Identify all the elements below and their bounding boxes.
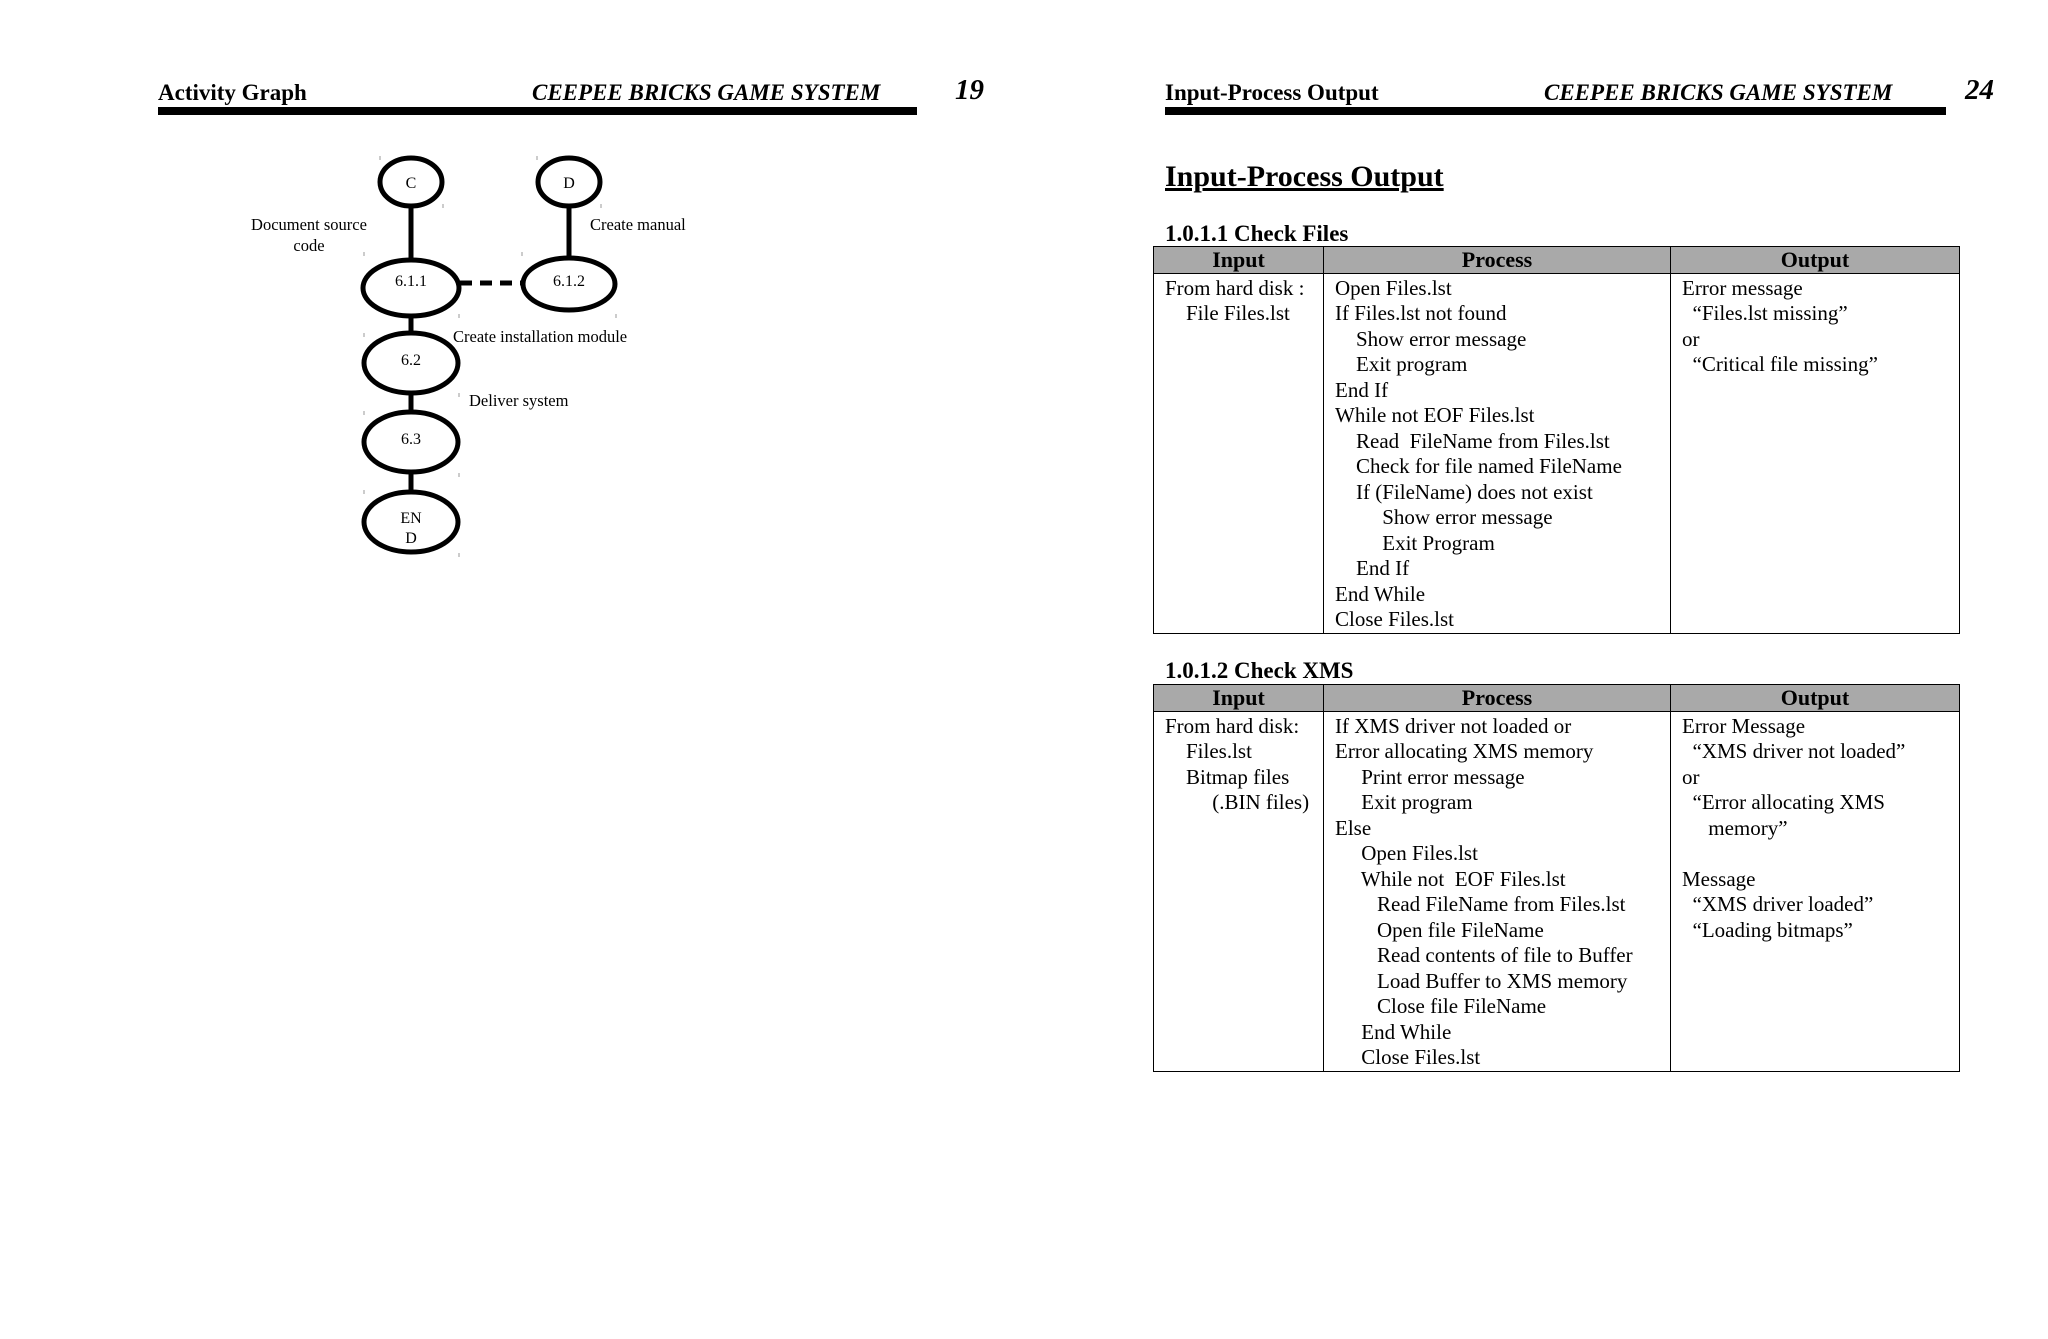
- input-cell: [1154, 273, 1324, 633]
- cell-line: “Files.lst missing”: [1682, 301, 1848, 325]
- cell-line: End While: [1335, 1019, 1452, 1044]
- node-end-label-line2: D: [405, 530, 417, 547]
- cell-line: Read FileName from Files.lst: [1335, 428, 1610, 453]
- column-header-output: Output: [1671, 685, 1960, 712]
- cell-line: Show error message: [1335, 326, 1527, 351]
- check-files-heading: 1.0.1.1 Check Files: [1165, 221, 1349, 246]
- left-header-title: CEEPEE BRICKS GAME SYSTEM: [532, 80, 881, 105]
- left-page-number: 19: [955, 74, 984, 106]
- cell-line: Error Message: [1682, 713, 1806, 738]
- output-cell: [1671, 273, 1960, 633]
- cell-line: End If: [1335, 556, 1410, 580]
- node-6-1-1-label: 6.1.1: [395, 273, 427, 290]
- cell-line: File Files.lst: [1165, 301, 1290, 325]
- column-header-input: Input: [1154, 247, 1324, 274]
- node-end-label-line1: EN: [400, 510, 422, 527]
- cell-line: [1682, 841, 1949, 867]
- node-6-1-2-label: 6.1.2: [553, 273, 585, 290]
- cell-line: If XMS driver not loaded or: [1335, 713, 1572, 738]
- label-create-installation: Create installation module: [453, 327, 628, 346]
- table-header-row: [1154, 247, 1960, 274]
- cell-line: Read contents of file to Buffer: [1335, 943, 1633, 967]
- cell-line: Error message: [1682, 275, 1803, 300]
- cell-line: Exit Program: [1335, 530, 1495, 555]
- table-row: [1154, 273, 1960, 633]
- node-c-label: C: [405, 175, 417, 192]
- cell-line: Open file FileName: [1335, 917, 1544, 942]
- input-cell: [1154, 711, 1324, 1071]
- activity-graph: [0, 0, 1024, 600]
- output-cell: [1671, 711, 1960, 1071]
- label-document-source-line2: code: [293, 236, 325, 255]
- right-header-section: Input-Process Output: [1165, 80, 1379, 105]
- process-cell: [1324, 711, 1671, 1071]
- cell-line: Files.lst: [1165, 739, 1252, 763]
- column-header-output: Output: [1671, 247, 1960, 274]
- cell-line: Check for file named FileName: [1335, 454, 1622, 478]
- cell-line: Read FileName from Files.lst: [1335, 892, 1626, 916]
- cell-line: “XMS driver not loaded”: [1682, 739, 1906, 763]
- column-header-process: Process: [1324, 685, 1671, 712]
- cell-line: End If: [1335, 377, 1389, 402]
- left-header-section: Activity Graph: [158, 80, 307, 105]
- cell-line: “Critical file missing”: [1682, 352, 1878, 376]
- cell-line: (.BIN files): [1165, 790, 1310, 814]
- cell-line: Close Files.lst: [1335, 607, 1455, 631]
- column-header-process: Process: [1324, 247, 1671, 274]
- cell-line: Bitmap files: [1165, 764, 1290, 789]
- cell-line: memory”: [1682, 815, 1788, 840]
- right-header-title: CEEPEE BRICKS GAME SYSTEM: [1544, 80, 1893, 105]
- right-page: [1024, 0, 2048, 1339]
- cell-line: Load Buffer to XMS memory: [1335, 968, 1628, 993]
- cell-line: Exit program: [1335, 352, 1468, 376]
- cell-line: End While: [1335, 581, 1426, 606]
- cell-line: Open Files.lst: [1335, 841, 1478, 865]
- process-cell: [1324, 273, 1671, 633]
- cell-line: or: [1682, 764, 1700, 789]
- check-files-table: [1153, 246, 1960, 634]
- node-d-label: D: [563, 175, 575, 192]
- node-6-2-label: 6.2: [401, 352, 421, 369]
- table-row: [1154, 711, 1960, 1071]
- check-xms-table: [1153, 684, 1960, 1072]
- cell-line: If (FileName) does not exist: [1335, 479, 1593, 504]
- cell-line: From hard disk:: [1165, 713, 1300, 738]
- cell-line: While not EOF Files.lst: [1335, 403, 1535, 427]
- cell-line: From hard disk :: [1165, 275, 1305, 300]
- cell-line: If Files.lst not found: [1335, 301, 1507, 325]
- cell-line: or: [1682, 326, 1700, 351]
- cell-line: Message: [1682, 866, 1756, 891]
- check-xms-heading: 1.0.1.2 Check XMS: [1165, 658, 1354, 683]
- cell-line: Open Files.lst: [1335, 275, 1452, 300]
- cell-line: Close Files.lst: [1335, 1045, 1481, 1069]
- cell-line: “XMS driver loaded”: [1682, 892, 1874, 916]
- cell-line: Show error message: [1335, 505, 1553, 529]
- cell-line: Exit program: [1335, 790, 1473, 814]
- cell-line: While not EOF Files.lst: [1335, 866, 1566, 891]
- label-deliver-system: Deliver system: [469, 391, 569, 410]
- label-document-source-line1: Document source: [251, 215, 367, 234]
- cell-line: “Error allocating XMS: [1682, 790, 1885, 814]
- cell-line: Error allocating XMS memory: [1335, 739, 1594, 763]
- cell-line: Else: [1335, 815, 1372, 840]
- section-title: Input-Process Output: [1165, 160, 1444, 193]
- cell-line: Print error message: [1335, 764, 1525, 789]
- node-6-3-label: 6.3: [401, 431, 421, 448]
- right-page-number: 24: [1965, 74, 1994, 106]
- table-header-row: [1154, 685, 1960, 712]
- column-header-input: Input: [1154, 685, 1324, 712]
- cell-line: “Loading bitmaps”: [1682, 917, 1853, 942]
- label-create-manual: Create manual: [590, 215, 686, 234]
- right-header-rule: [1165, 107, 1946, 115]
- cell-line: Close file FileName: [1335, 994, 1547, 1018]
